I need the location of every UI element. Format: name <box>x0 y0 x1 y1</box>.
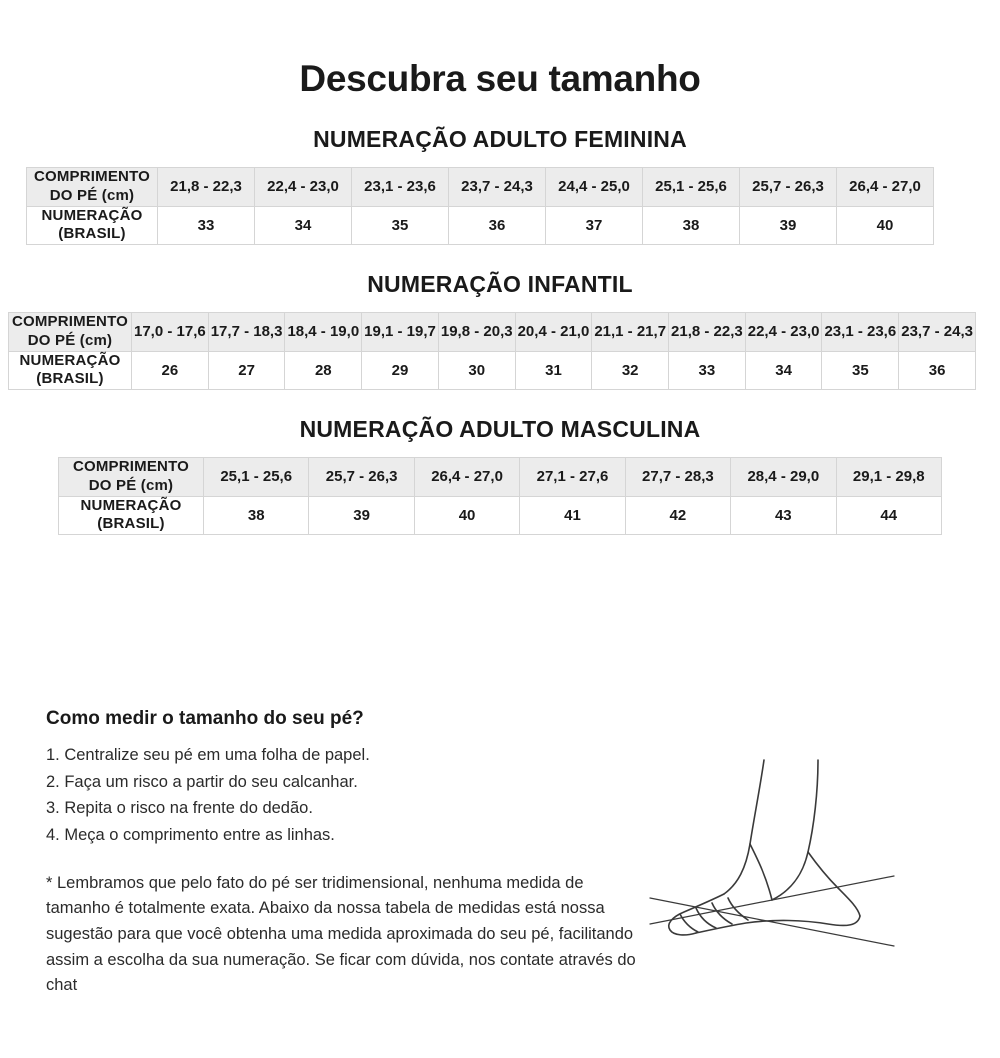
how-to-measure-title: Como medir o tamanho do seu pé? <box>46 708 364 729</box>
how-to-measure-block <box>46 708 646 1015</box>
cell-length: 21,8 - 22,3 <box>158 168 255 207</box>
cell-length: 22,4 - 23,0 <box>745 313 822 352</box>
cell-size: 37 <box>546 206 643 245</box>
cell-size: 40 <box>837 206 934 245</box>
cell-length: 25,7 - 26,3 <box>309 458 414 497</box>
cell-length: 25,1 - 25,6 <box>204 458 309 497</box>
cell-size: 38 <box>204 496 309 535</box>
cell-size: 36 <box>899 351 976 390</box>
row-label-comprimento: COMPRIMENTO DO PÉ (cm) <box>59 458 204 497</box>
cell-size: 31 <box>515 351 592 390</box>
section-adulto-masculina <box>0 416 1000 535</box>
size-guide-page <box>0 58 1000 1058</box>
table-adulto-masculina <box>58 457 942 535</box>
row-label-comprimento: COMPRIMENTO DO PÉ (cm) <box>9 313 132 352</box>
row-label-comprimento: COMPRIMENTO DO PÉ (cm) <box>27 168 158 207</box>
cell-size: 34 <box>745 351 822 390</box>
list-item: 2. Faça um risco a partir do seu calcanhar. <box>46 772 358 791</box>
cell-length: 21,8 - 22,3 <box>669 313 746 352</box>
section-title-adulto-feminina: NUMERAÇÃO ADULTO FEMININA <box>313 126 687 152</box>
cell-size: 42 <box>625 496 730 535</box>
cell-size: 44 <box>836 496 941 535</box>
row-label-numeracao: NUMERAÇÃO (BRASIL) <box>9 351 132 390</box>
cell-size: 28 <box>285 351 362 390</box>
cell-length: 27,1 - 27,6 <box>520 458 625 497</box>
list-item: 3. Repita o risco na frente do dedão. <box>46 799 313 818</box>
cell-length: 20,4 - 21,0 <box>515 313 592 352</box>
measure-steps-list <box>46 742 646 849</box>
cell-length: 26,4 - 27,0 <box>414 458 519 497</box>
cell-length: 23,1 - 23,6 <box>352 168 449 207</box>
table-row <box>9 351 976 390</box>
cell-length: 25,1 - 25,6 <box>643 168 740 207</box>
cell-length: 18,4 - 19,0 <box>285 313 362 352</box>
table-row <box>27 206 934 245</box>
cell-length: 27,7 - 28,3 <box>625 458 730 497</box>
cell-size: 32 <box>592 351 669 390</box>
cell-length: 22,4 - 23,0 <box>255 168 352 207</box>
section-adulto-feminina <box>0 126 1000 245</box>
cell-length: 17,7 - 18,3 <box>208 313 285 352</box>
cell-size: 29 <box>362 351 439 390</box>
cell-length: 25,7 - 26,3 <box>740 168 837 207</box>
table-row <box>59 496 942 535</box>
cell-size: 41 <box>520 496 625 535</box>
cell-length: 24,4 - 25,0 <box>546 168 643 207</box>
disclaimer-note: * Lembramos que pelo fato do pé ser tridimensional, nenhuma medida de tamanho é totalmente exata. Abaixo da nossa tabela de medidas está nossa sugestão para que você obtenha uma medida aproximada do seu pé, facilitando assim a escolha da sua numeração. Se ficar com dúvida, nos contate através do chat <box>46 873 636 995</box>
cell-length: 23,1 - 23,6 <box>822 313 899 352</box>
foot-measure-illustration <box>632 748 952 968</box>
cell-size: 33 <box>158 206 255 245</box>
cell-size: 38 <box>643 206 740 245</box>
cell-length: 19,8 - 20,3 <box>438 313 515 352</box>
cell-size: 33 <box>669 351 746 390</box>
cell-size: 40 <box>414 496 519 535</box>
cell-size: 43 <box>731 496 836 535</box>
cell-size: 30 <box>438 351 515 390</box>
cell-size: 36 <box>449 206 546 245</box>
page-title: Descubra seu tamanho <box>299 58 701 99</box>
row-label-numeracao: NUMERAÇÃO (BRASIL) <box>27 206 158 245</box>
cell-size: 27 <box>208 351 285 390</box>
section-title-adulto-masculina: NUMERAÇÃO ADULTO MASCULINA <box>299 416 701 442</box>
table-row <box>9 313 976 352</box>
cell-size: 39 <box>309 496 414 535</box>
cell-length: 28,4 - 29,0 <box>731 458 836 497</box>
cell-length: 17,0 - 17,6 <box>132 313 209 352</box>
table-row <box>27 168 934 207</box>
table-infantil <box>8 312 976 390</box>
foot-icon <box>632 748 952 968</box>
cell-size: 26 <box>132 351 209 390</box>
cell-size: 35 <box>822 351 899 390</box>
cell-size: 34 <box>255 206 352 245</box>
table-adulto-feminina <box>26 167 934 245</box>
cell-size: 35 <box>352 206 449 245</box>
cell-length: 26,4 - 27,0 <box>837 168 934 207</box>
list-item: 1. Centralize seu pé em uma folha de papel. <box>46 746 370 764</box>
section-infantil <box>0 271 1000 390</box>
row-label-numeracao: NUMERAÇÃO (BRASIL) <box>59 496 204 535</box>
list-item: 4. Meça o comprimento entre as linhas. <box>46 826 335 845</box>
cell-length: 23,7 - 24,3 <box>899 313 976 352</box>
cell-length: 21,1 - 21,7 <box>592 313 669 352</box>
table-row <box>59 458 942 497</box>
cell-size: 39 <box>740 206 837 245</box>
cell-length: 29,1 - 29,8 <box>836 458 941 497</box>
cell-length: 23,7 - 24,3 <box>449 168 546 207</box>
section-title-infantil: NUMERAÇÃO INFANTIL <box>367 271 633 297</box>
cell-length: 19,1 - 19,7 <box>362 313 439 352</box>
